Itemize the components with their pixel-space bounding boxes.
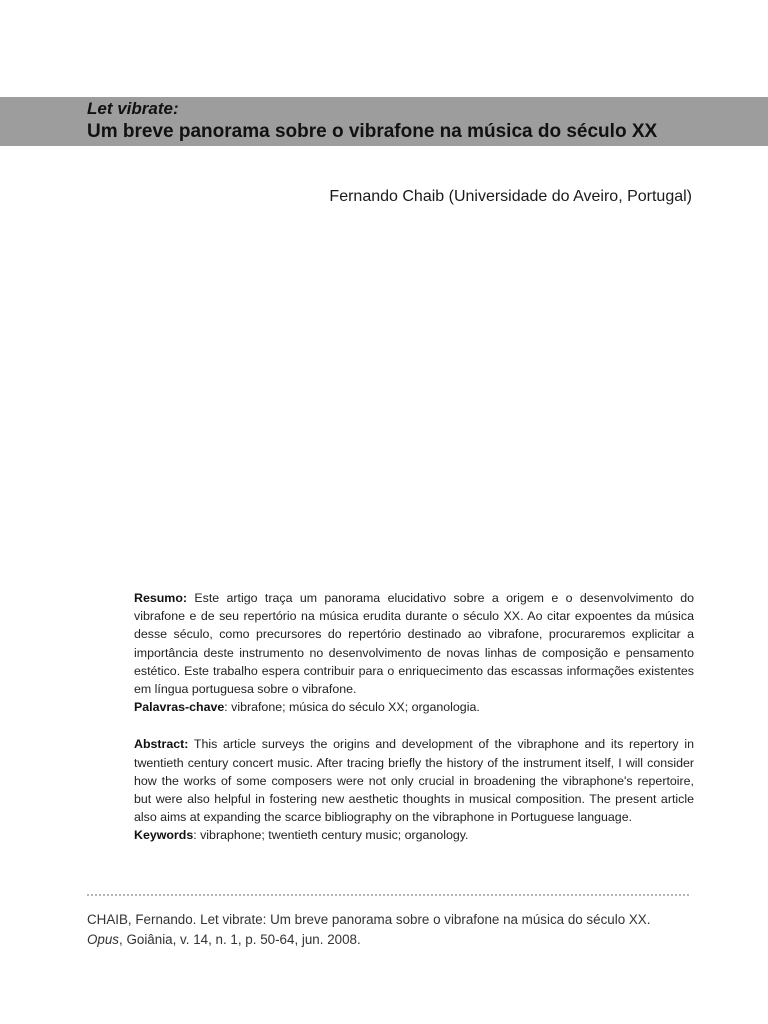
abstract-text: This article surveys the origins and development of the vibraphone and its repertory in twentieth century concert music. After tracing briefly the history of the instrument itself, I will consider how the works of some composers were not only crucial in broadening the vibraphone's repertoire, but were also helpful in fostering new aesthetic thoughts in musical composition. The present article also aims at expanding the scarce bibliography on the vibraphone in Portuguese language. (134, 737, 694, 825)
keywords-label: Keywords (134, 828, 194, 843)
citation-details: , Goiânia, v. 14, n. 1, p. 50-64, jun. 2008. (119, 932, 361, 947)
citation-line-1: CHAIB, Fernando. Let vibrate: Um breve panorama sobre o vibrafone na música do século XX. (87, 912, 651, 927)
palavras-chave-label: Palavras-chave (134, 700, 225, 715)
resumo-paragraph (134, 589, 694, 698)
palavras-chave-text: : vibrafone; música do século XX; organologia. (224, 700, 480, 715)
abstract-paragraph (134, 735, 694, 826)
keywords-paragraph (134, 826, 694, 844)
palavras-chave-paragraph (134, 698, 694, 716)
dotted-divider (87, 894, 689, 896)
author-affiliation: Fernando Chaib (Universidade do Aveiro, Portugal) (329, 188, 692, 205)
keywords-text: : vibraphone; twentieth century music; organology. (193, 828, 469, 843)
resumo-text: Este artigo traça um panorama elucidativo sobre a origem e o desenvolvimento do vibrafone e de seu repertório na música erudita durante o século XX. Ao citar expoentes da música desse século, como precursores do repertório destinado ao vibrafone, procuraremos explicitar a importância deste instrumento no desenvolvimento de novas linhas de composição e pensamento estético. Este trabalho espera contribuir para o enriquecimento das escassas informações existentes em língua portuguesa sobre o vibrafone. (134, 591, 694, 697)
article-title: Um breve panorama sobre o vibrafone na música do século XX (87, 121, 658, 142)
citation-block (87, 910, 699, 950)
abstract-block (134, 589, 694, 845)
abstract-label: Abstract: (134, 737, 189, 752)
resumo-label: Resumo: (134, 591, 188, 605)
citation-line-2 (87, 930, 699, 950)
journal-name: Opus (87, 932, 120, 947)
article-title-italic: Let vibrate: (87, 99, 179, 118)
